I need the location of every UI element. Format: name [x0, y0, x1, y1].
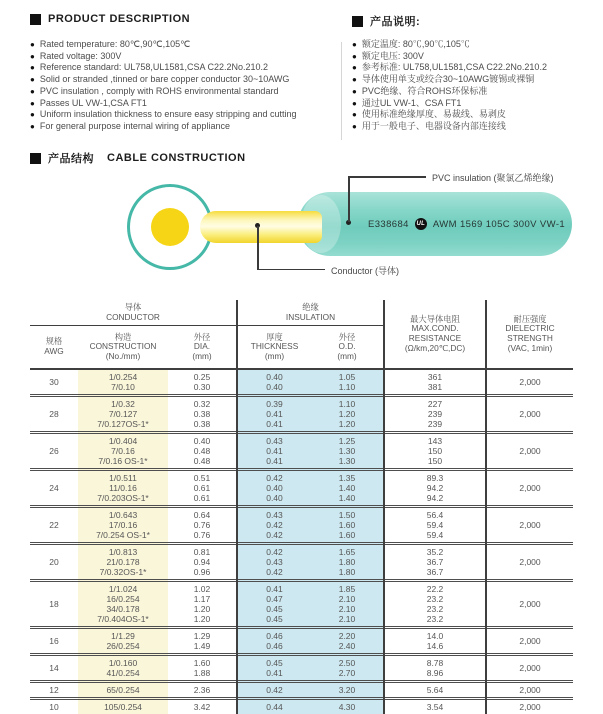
cell-thickness: 0.43 0.41 0.41 [266, 436, 283, 466]
cell-resistance: 3.54 [426, 702, 444, 712]
cell-resistance: 14.0 14.6 [426, 631, 444, 651]
cell-od: 3.20 [338, 685, 356, 695]
cell-awg: 18 [49, 599, 59, 609]
cell-resistance: 8.78 8.96 [426, 658, 444, 678]
column-divider [341, 42, 342, 140]
table-row [30, 582, 573, 629]
table-row [30, 545, 573, 582]
cell-thickness: 0.45 0.41 [266, 658, 283, 678]
cell-awg: 14 [49, 663, 59, 673]
product-notes-cn-title [352, 13, 420, 29]
cell-dia: 3.42 [193, 702, 211, 712]
table-row [30, 629, 573, 656]
cell-thickness: 0.42 0.40 0.40 [266, 473, 283, 503]
cell-od: 1.05 1.10 [338, 372, 356, 392]
bullet-item: ● Solid or stranded ,tinned or bare copper conductor 30~10AWG [30, 74, 345, 86]
cell-dielectric: 2,000 [519, 663, 541, 673]
bullet-item: ● 额定电压: 300V [352, 51, 603, 63]
header-awg: 规格 AWG [44, 336, 64, 356]
square-bullet-icon [352, 16, 363, 27]
cell-od: 4.30 [338, 702, 356, 712]
cell-dia: 1.60 1.88 [193, 658, 211, 678]
ul-logo-icon: UL [415, 218, 427, 230]
conductor-core-icon [151, 208, 189, 246]
cell-dielectric: 2,000 [519, 483, 541, 493]
table-body [30, 370, 573, 714]
cell-dia: 1.29 1.49 [193, 631, 211, 651]
cell-thickness: 0.40 0.40 [266, 372, 283, 392]
cell-od: 1.85 2.10 2.10 2.10 [338, 584, 356, 624]
cable-construction-title [30, 150, 246, 166]
table-row [30, 683, 573, 700]
cell-thickness: 0.46 0.46 [266, 631, 283, 651]
bullet-item: ● 导体使用单支或绞合30~10AWG镀锡或裸铜 [352, 74, 603, 86]
bullet-item: ● Passes UL VW-1,CSA FT1 [30, 98, 345, 110]
cell-dia: 0.81 0.94 0.96 [193, 547, 211, 577]
cell-od: 1.25 1.30 1.30 [338, 436, 356, 466]
cell-dielectric: 2,000 [519, 702, 541, 712]
cell-dielectric: 2,000 [519, 599, 541, 609]
table-divider-3 [485, 300, 487, 714]
cell-od: 1.10 1.20 1.20 [338, 399, 356, 429]
table-divider-2 [383, 300, 385, 714]
cell-construction: 1/0.254 7/0.10 [108, 372, 138, 392]
header-dia: 外径 DIA. (mm) [192, 331, 212, 361]
cell-od: 1.35 1.40 1.40 [338, 473, 356, 503]
header-thickness: 厚度 THICKNESS (mm) [250, 331, 299, 361]
bullet-item: ● 通过UL VW-1、CSA FT1 [352, 98, 603, 110]
cable-rating-text: AWM 1569 105C 300V VW-1 [432, 218, 566, 230]
table-row [30, 700, 573, 714]
table-row [30, 397, 573, 434]
cell-dia: 0.64 0.76 0.76 [193, 510, 211, 540]
bullet-item: ● Uniform insulation thickness to ensure easy stripping and cutting [30, 109, 345, 121]
cell-resistance: 227 239 239 [427, 399, 443, 429]
cell-dielectric: 2,000 [519, 636, 541, 646]
bullet-item: ● Rated temperature: 80℃,90℃,105℃ [30, 39, 345, 51]
cell-awg: 30 [49, 377, 59, 387]
table-row [30, 471, 573, 508]
cell-dia: 1.02 1.17 1.20 1.20 [193, 584, 211, 624]
cell-thickness: 0.42 0.43 0.42 [266, 547, 283, 577]
header-dielectric: 耐压强度 DIELECTRIC STRENGTH (VAC, 1min) [505, 313, 555, 353]
cell-thickness: 0.43 0.42 0.42 [266, 510, 283, 540]
cell-dielectric: 2,000 [519, 685, 541, 695]
cell-resistance: 22.2 23.2 23.2 23.2 [426, 584, 444, 624]
leader-line-conductor-h [257, 269, 325, 271]
cell-thickness: 0.44 [266, 702, 283, 712]
bullet-item: ● PVC绝缘、符合ROHS环保标准 [352, 86, 603, 98]
cell-od: 1.50 1.60 1.60 [338, 510, 356, 540]
cell-dielectric: 2,000 [519, 520, 541, 530]
bullet-item: ● PVC insulation , comply with ROHS environmental standard [30, 86, 345, 98]
cell-awg: 12 [49, 685, 59, 695]
table-row [30, 370, 573, 397]
table-header [30, 300, 573, 370]
bullet-item: ● Reference standard: UL758,UL1581,CSA C22.2No.210.2 [30, 62, 345, 74]
insulation-label: PVC insulation (聚氯乙烯绝缘) [432, 173, 554, 183]
cell-construction: 1/0.404 7/0.16 7/0.16 OS-1* [98, 436, 148, 466]
leader-line-insulation-h [348, 176, 426, 178]
product-description-title-text: PRODUCT DESCRIPTION [48, 13, 191, 25]
bullet-item: ● 额定温度: 80℃,90℃,105℃ [352, 39, 603, 51]
spec-table [30, 300, 573, 714]
cell-awg: 22 [49, 520, 59, 530]
bullet-item: ● For general purpose internal wiring of appliance [30, 121, 345, 133]
cell-construction: 1/0.160 41/0.254 [106, 658, 140, 678]
table-row [30, 508, 573, 545]
bullet-item: ● 使用标准绝缘厚度、易裁线、易剥皮 [352, 109, 603, 121]
cell-dia: 2.36 [193, 685, 211, 695]
cell-awg: 26 [49, 446, 59, 456]
header-group-insulation: 绝缘 INSULATION [285, 301, 336, 322]
bullet-item: ● 用于一般电子、电器设备内部连接线 [352, 121, 603, 133]
table-divider-1 [236, 300, 238, 714]
product-description-title [30, 13, 190, 25]
cell-construction: 1/0.813 21/0.178 7/0.32OS-1* [99, 547, 147, 577]
table-row [30, 434, 573, 471]
cell-construction: 1/0.643 17/0.16 7/0.254 OS-1* [96, 510, 150, 540]
cable-construction-title-en: CABLE CONSTRUCTION [107, 152, 246, 164]
product-description-list [30, 39, 345, 133]
cell-awg: 24 [49, 483, 59, 493]
conductor-rod [200, 211, 322, 243]
cell-dielectric: 2,000 [519, 557, 541, 567]
ul-file-number: E338684 [368, 218, 409, 230]
header-group-conductor: 导体 CONDUCTOR [106, 301, 160, 322]
table-row [30, 656, 573, 683]
cell-construction: 1/0.511 11/0.16 7/0.203OS-1* [97, 473, 149, 503]
header-construction: 构造 CONSTRUCTION (No./mm) [89, 331, 157, 361]
cell-dielectric: 2,000 [519, 377, 541, 387]
conductor-label: Conductor (导体) [331, 266, 400, 276]
cell-construction: 105/0.254 [104, 702, 142, 712]
cell-dielectric: 2,000 [519, 446, 541, 456]
product-notes-cn-list [352, 39, 603, 133]
cell-resistance: 89.3 94.2 94.2 [426, 473, 444, 503]
cell-construction: 1/1.024 16/0.254 34/0.178 7/0.404OS-1* [97, 584, 149, 624]
cell-construction: 65/0.254 [106, 685, 140, 695]
cell-od: 2.20 2.40 [338, 631, 356, 651]
cell-awg: 10 [49, 702, 59, 712]
leader-line-conductor-v [257, 226, 259, 270]
header-resistance: 最大导体电阻 MAX.COND. RESISTANCE (Ω/km,20℃,DC) [404, 313, 466, 353]
cell-od: 2.50 2.70 [338, 658, 356, 678]
bullet-item: ● 参考标准: UL758,UL1581,CSA C22.2No.210.2 [352, 62, 603, 74]
cable-print-text [368, 218, 565, 230]
square-bullet-icon [30, 14, 41, 25]
cell-awg: 28 [49, 409, 59, 419]
product-notes-cn-title-text: 产品说明: [370, 16, 421, 28]
leader-line-insulation-v [348, 176, 350, 222]
cell-thickness: 0.39 0.41 0.41 [266, 399, 283, 429]
cable-construction-title-cn: 产品结构 [48, 153, 94, 165]
cell-awg: 16 [49, 636, 59, 646]
cell-od: 1.65 1.80 1.80 [338, 547, 356, 577]
cell-thickness: 0.42 [266, 685, 283, 695]
cell-dia: 0.25 0.30 [193, 372, 211, 392]
square-bullet-icon [30, 153, 41, 164]
cell-dia: 0.32 0.38 0.38 [193, 399, 211, 429]
cell-dia: 0.51 0.61 0.61 [193, 473, 211, 503]
cell-awg: 20 [49, 557, 59, 567]
cell-construction: 1/0.32 7/0.127 7/0.127OS-1* [97, 399, 149, 429]
cell-dia: 0.40 0.48 0.48 [193, 436, 211, 466]
cell-dielectric: 2,000 [519, 409, 541, 419]
cell-resistance: 56.4 59.4 59.4 [426, 510, 444, 540]
cell-construction: 1/1.29 26/0.254 [106, 631, 140, 651]
cell-resistance: 361 381 [427, 372, 443, 392]
cell-resistance: 143 150 150 [427, 436, 443, 466]
cell-resistance: 35.2 36.7 36.7 [426, 547, 444, 577]
cell-thickness: 0.41 0.47 0.45 0.45 [266, 584, 283, 624]
header-od: 外径 O.D. (mm) [337, 331, 357, 361]
cell-resistance: 5.64 [426, 685, 444, 695]
bullet-item: ● Rated voltage: 300V [30, 51, 345, 63]
